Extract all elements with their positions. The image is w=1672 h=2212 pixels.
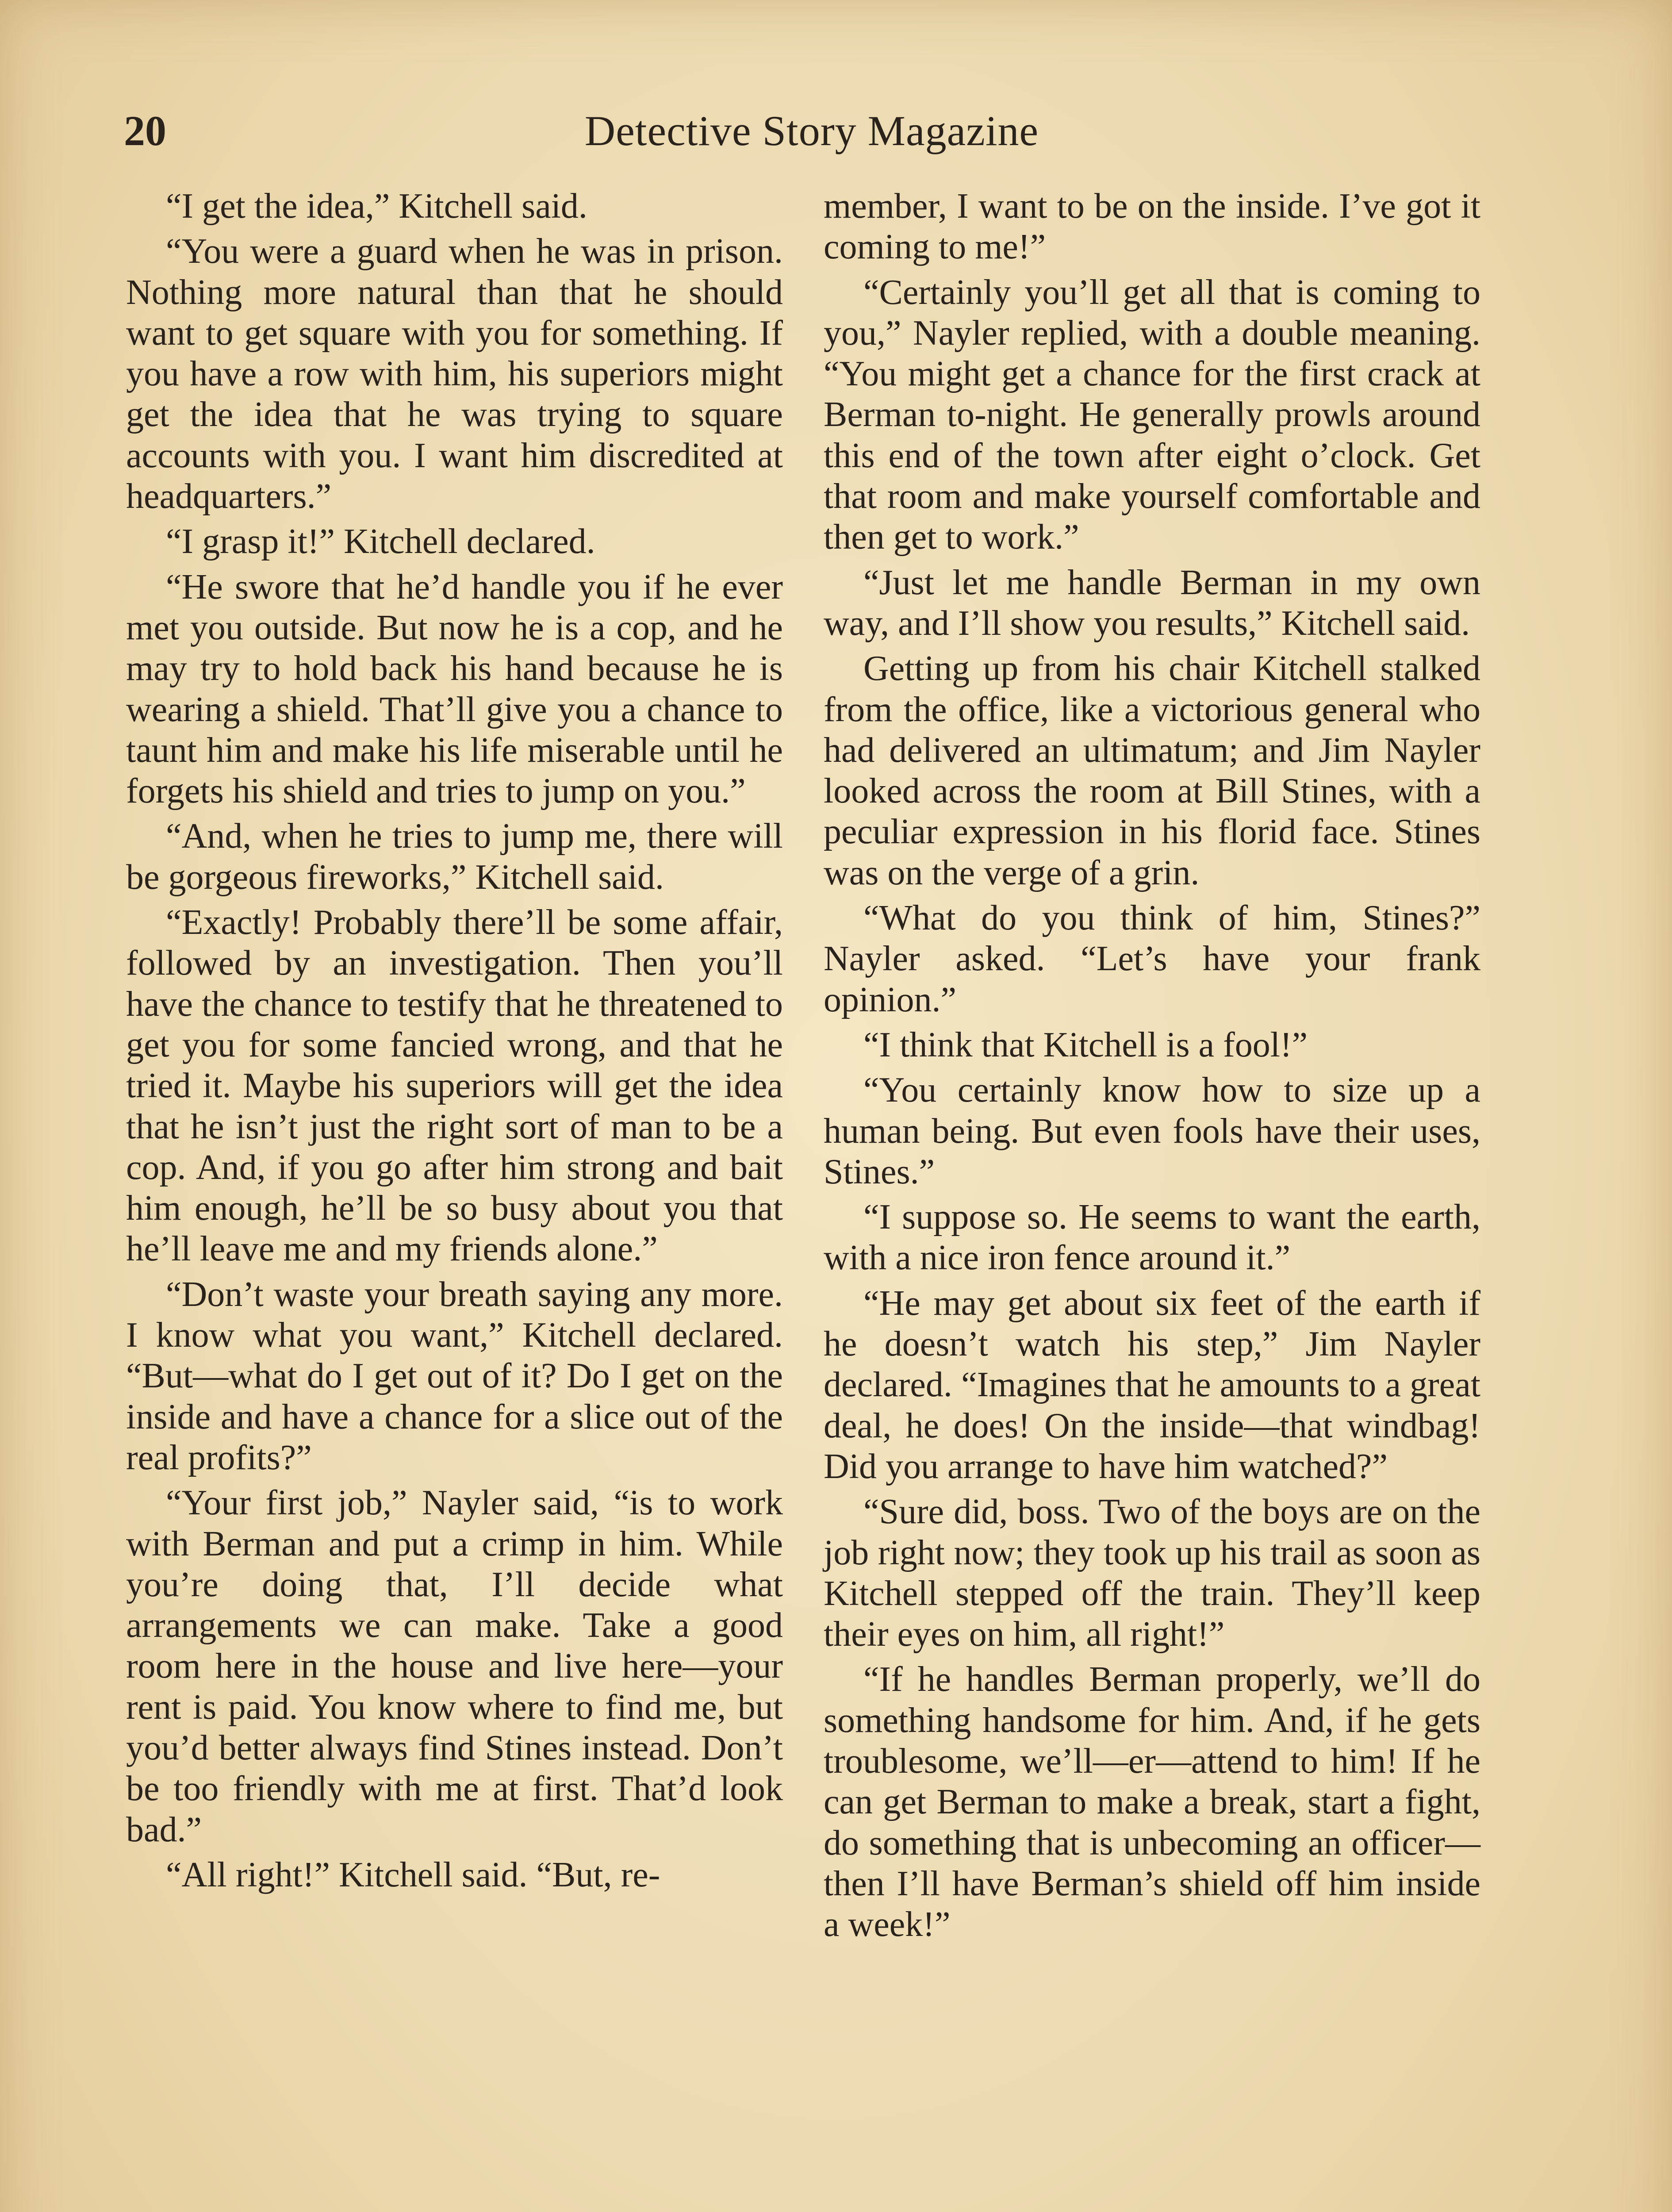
paragraph: “I grasp it!” Kitchell declared. <box>166 522 595 561</box>
paragraph: Getting up from his chair Kitchell stalked from the office, like a victorious general who had delivered an ultimatum; and Jim Nayler looked across the room at Bill Stines, with a peculiar expression in his florid face. Stines was on the verge of a grin. <box>824 649 1480 892</box>
magazine-title: Detective Story Magazine <box>584 107 1039 154</box>
paragraph: “Don’t waste your breath saying any more. I know what you want,” Kitchell declared. “But—what do I get out of it? Do I get on the inside and have a chance for a slice out of the real profits?” <box>126 1275 783 1477</box>
paragraph: “I get the idea,” Kitchell said. <box>166 187 587 226</box>
left-column <box>126 186 783 1900</box>
paragraph: “He may get about six feet of the earth if he doesn’t watch his step,” Jim Nayler declared. “Imagines that he amounts to a great deal, he does! On the inside—that windbag! Did you arrange to have him watched?” <box>824 1283 1480 1486</box>
running-head <box>119 106 1504 164</box>
paragraph: “Your first job,” Nayler said, “is to work with Berman and put a crimp in him. While you’re doing that, I’ll decide what arrangements we can make. Take a good room here in the house and live here—your rent is paid. You know where to find me, but you’d better always find Stines instead. Don’t be too friendly with me at first. That’d look bad.” <box>126 1483 783 1849</box>
paragraph: “He swore that he’d handle you if he ever met you outside. But now he is a cop, and he may try to hold back his hand because he is wearing a shield. That’ll give you a chance to taunt him and make his life miserable until he forgets his shield and tries to jump on you.” <box>126 567 783 811</box>
paragraph: “Just let me handle Berman in my own way, and I’ll show you results,” Kitchell said. <box>824 563 1480 643</box>
page-number: 20 <box>124 107 166 154</box>
paragraph: “All right!” Kitchell said. “But, re- <box>166 1855 660 1894</box>
right-column <box>824 186 1480 1949</box>
paragraph: “If he handles Berman properly, we’ll do something handsome for him. And, if he gets troublesome, we’ll—er—attend to him! If he can get Berman to make a break, start a fight, do something that is unbecoming an officer—then I’ll have Berman’s shield off him inside a week!” <box>824 1660 1480 1944</box>
paragraph: “And, when he tries to jump me, there will be gorgeous fireworks,” Kitchell said. <box>126 817 783 897</box>
paragraph: “Exactly! Probably there’ll be some affair, followed by an investigation. Then you’ll have the chance to testify that he threatened to get you for some fancied wrong, and that he tried it. Maybe his superiors will get the idea that he isn’t just the right sort of man to be a cop. And, if you go after him strong and bait him enough, he’ll be so busy about you that he’ll leave me and my friends alone.” <box>126 903 783 1269</box>
paragraph: “Sure did, boss. Two of the boys are on the job right now; they took up his trail as soon as Kitchell stepped off the train. They’ll keep their eyes on him, all right!” <box>824 1492 1480 1654</box>
paragraph: “I think that Kitchell is a fool!” <box>863 1025 1308 1064</box>
paragraph: “What do you think of him, Stines?” Nayler asked. “Let’s have your frank opinion.” <box>824 899 1480 1019</box>
paragraph: “Certainly you’ll get all that is coming to you,” Nayler replied, with a double meaning. “You might get a chance for the first crack at Berman to-night. He generally prowls around this end of the town after eight o’clock. Get that room and make yourself comfortable and then get to work.” <box>824 273 1480 557</box>
paragraph-continuation: member, I want to be on the inside. I’ve got it coming to me!” <box>824 187 1480 267</box>
paragraph: “You certainly know how to size up a human being. But even fools have their uses, Stines.” <box>824 1071 1480 1191</box>
paragraph: “You were a guard when he was in prison. Nothing more natural than that he should want to get square with you for something. If you have a row with him, his superiors might get the idea that he was trying to square accounts with you. I want him discredited at headquarters.” <box>126 232 783 516</box>
paragraph: “I suppose so. He seems to want the earth, with a nice iron fence around it.” <box>824 1198 1480 1278</box>
